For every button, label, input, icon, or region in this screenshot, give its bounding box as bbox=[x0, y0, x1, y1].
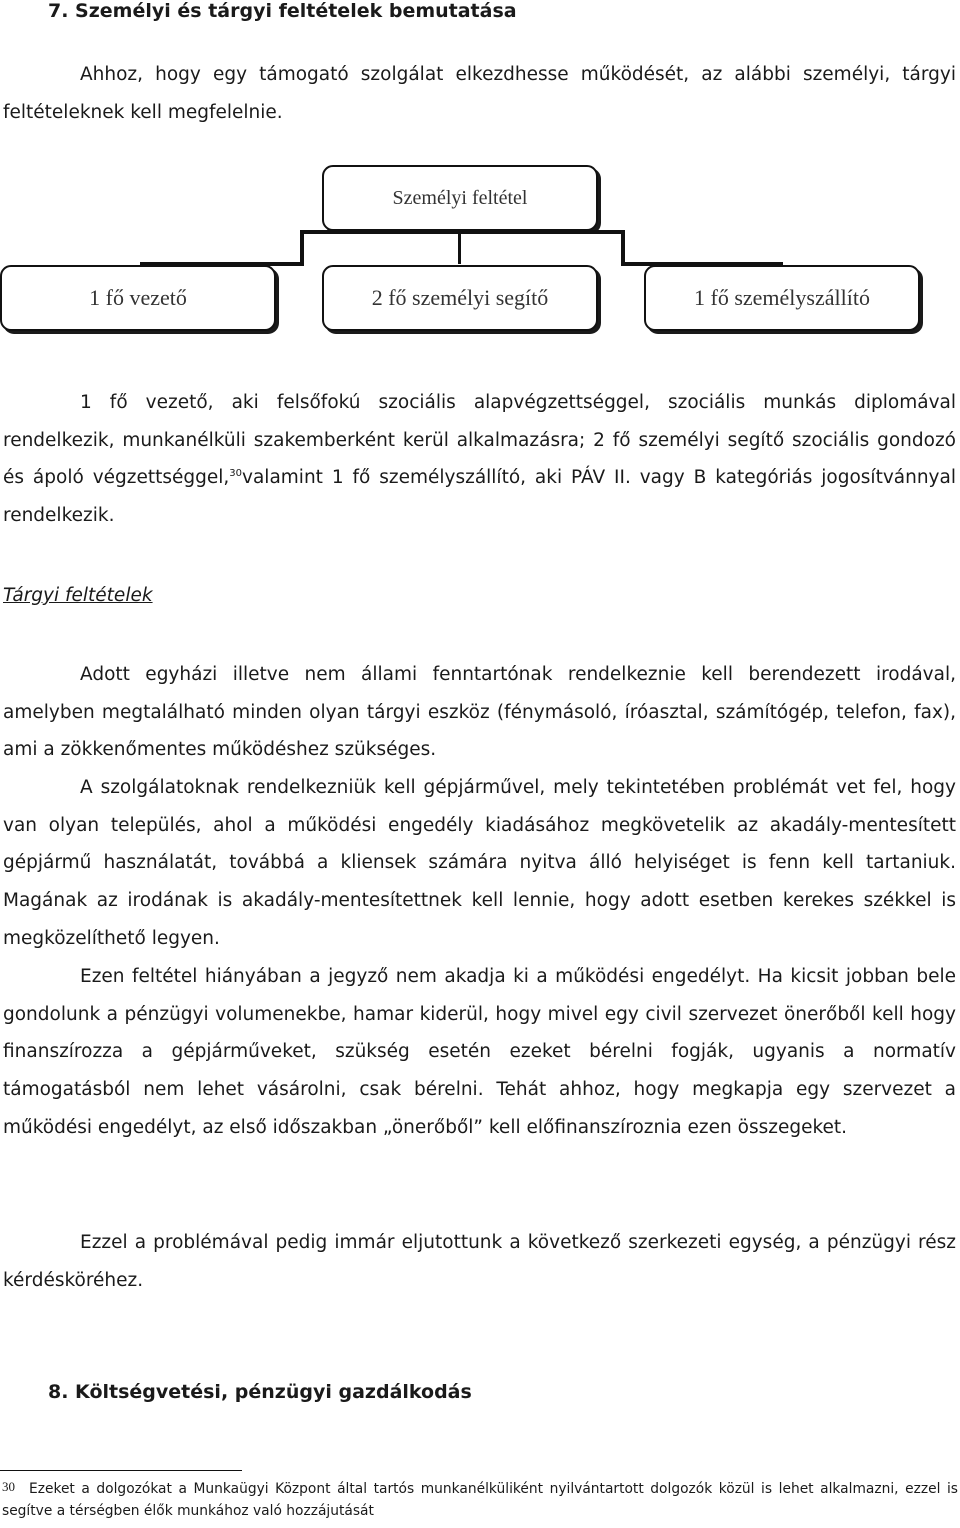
connector-horizontal bbox=[300, 230, 625, 234]
personnel-paragraph bbox=[3, 384, 956, 535]
org-box-driver: 1 fő személyszállító bbox=[644, 265, 920, 331]
material-paragraph-1: Adott egyházi illetve nem állami fenntartónak rendelkeznie kell berendezett irodával, amelyben megtalálható minden olyan tárgyi eszköz (fénymásoló, íróasztal, számítógép, telefon, fax), ami a zökkenőmentes működéshez szükséges. bbox=[3, 664, 956, 761]
material-paragraph-2: A szolgálatoknak rendelkezniük kell gépjárművel, mely tekintetében problémát vet fel, hogy van olyan település, ahol a működési engedély kiadásához megkövetelik az akadály-mentesített gépjármű használatát, továbbá a kliensek számára nyitva álló helyiséget is fenn kell tartaniuk. Magának az irodának is akadály-mentesítettnek kell lennie, hogy adott esetben kerekes székkel is megközelíthető legyen. bbox=[3, 777, 956, 949]
footnote-number: 30 bbox=[2, 1479, 15, 1494]
material-paragraph-4: Ezzel a problémával pedig immár eljutottunk a következő szerkezeti egység, a pénzügyi rész kérdésköréhez. bbox=[3, 1232, 956, 1291]
connector-left bbox=[300, 230, 304, 266]
section-title: 7. Személyi és tárgyi feltételek bemutatása bbox=[48, 0, 517, 22]
footnote-text: Ezeket a dolgozókat a Munkaügyi Központ által tartós munkanélküliként nyilvántartott dolgozók közül is lehet alkalmazni, ezzel is segítve a térségben élők munkához való hozzájutását bbox=[2, 1481, 958, 1519]
org-box-top: Személyi feltétel bbox=[322, 165, 598, 231]
org-box-assistant: 2 fő személyi segítő bbox=[322, 265, 598, 331]
footnote bbox=[2, 1478, 958, 1522]
intro-paragraph: Ahhoz, hogy egy támogató szolgálat elkezdhesse működését, az alábbi személyi, tárgyi feltételeknek kell megfelelnie. bbox=[3, 64, 956, 123]
connector-right bbox=[621, 230, 625, 266]
footnote-separator bbox=[0, 1470, 242, 1471]
connector-center bbox=[458, 232, 461, 264]
org-box-leader: 1 fő vezető bbox=[0, 265, 276, 331]
material-paragraph-3: Ezen feltétel hiányában a jegyző nem akadja ki a működési engedélyt. Ha kicsit jobban bele gondolunk a pénzügyi volumenekbe, hamar kiderül, hogy mivel egy civil szervezet önerőből kell hogy finanszírozza a gépjárműveket, szükség esetén ezeket bérelni fogják, ugyanis a normatív támogatásból nem lehet vásárolni, csak bérelni. Tehát ahhoz, hogy megkapja egy szervezet a működési engedélyt, az első időszakban „önerőből” kell előfinanszíroznia ezen összegeket. bbox=[3, 966, 956, 1138]
personnel-text-2: valamint 1 fő személyszállító, aki PÁV II. vagy B kategóriás jogosítvánnyal rendelkezik. bbox=[3, 467, 956, 527]
section-8-title: 8. Költségvetési, pénzügyi gazdálkodás bbox=[48, 1381, 472, 1403]
subsection-heading: Tárgyi feltételek bbox=[3, 585, 153, 606]
personnel-text-1: 1 fő vezető, aki felsőfokú szociális alapvégzettséggel, szociális munkás diplomával rendelkezik, munkanélküli szakemberként kerül alkalmazásra; 2 fő személyi segítő szociális gondozó és ápoló végzettséggel, bbox=[3, 392, 956, 489]
footnote-reference: 30 bbox=[229, 468, 243, 480]
